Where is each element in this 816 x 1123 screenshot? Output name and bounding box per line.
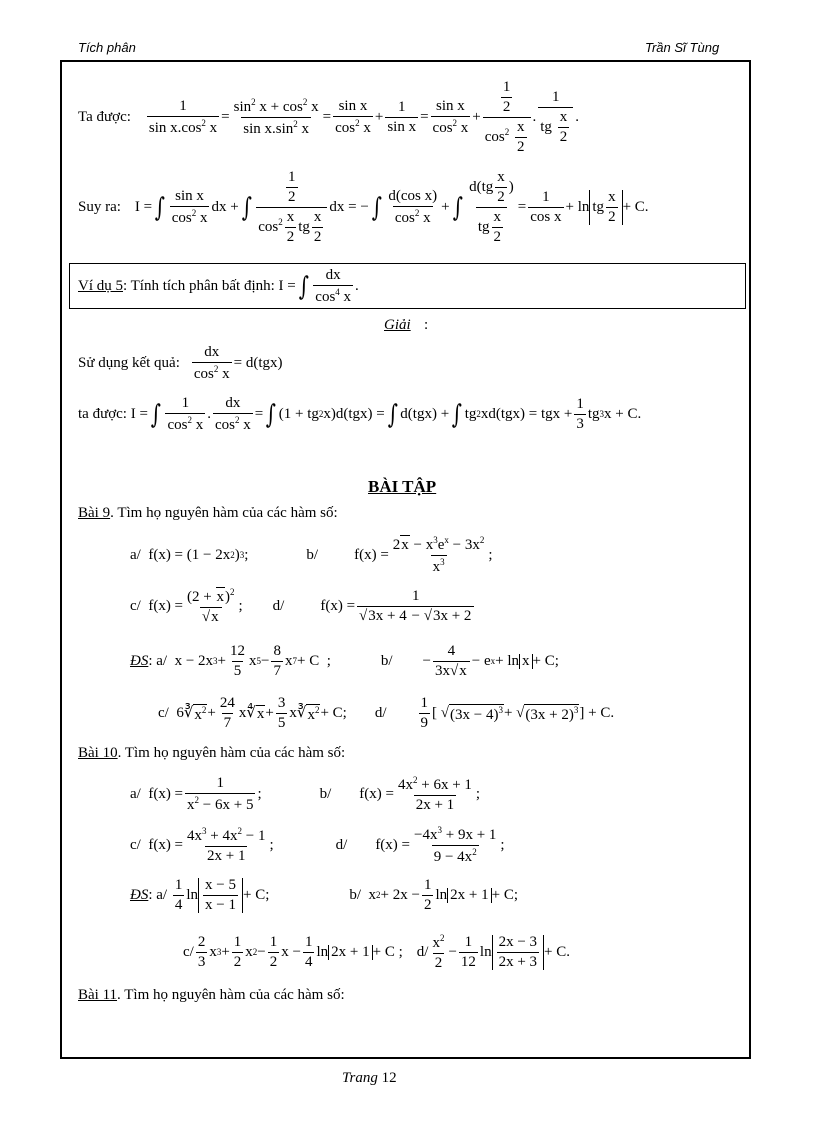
bai9-answer-ab: ĐS : a/ x − 2x 3 + $\frac{12}{5}$ x 5 − $\frac{8}{7}$ x 7 + C ; b/ − $\frac{4}{3x√x}$ − e x + ln x + C; — [130, 643, 559, 679]
we-get-label: ta được: I = — [78, 406, 148, 422]
ta-duoc-label: Ta được: — [78, 109, 131, 125]
page-footer — [342, 1070, 397, 1087]
colon: : — [424, 317, 429, 333]
bai10-ab: a/ f(x) = $\frac{1}{x^2 - 6x + 5}$ ; b/ f(x) = $\frac{4x^2 + 6x + 1}{2x + 1}$ ; — [130, 775, 481, 813]
exercises-title: BÀI TẬP — [368, 477, 437, 496]
bai10-answer-ab: ĐS : a/ $\frac{1}{4}$ ln $\frac{x - 5}{x - 1}$ + C; b/ x 2 + 2x − $\frac{1}{2}$ ln 2x + 1 + C; — [130, 877, 518, 913]
bai10-task: . Tìm họ nguyên hàm của các hàm số: — [117, 745, 346, 761]
example5-line: Ví dụ 5 : Tính tích phân bất định: I = ∫ $\frac{dx}{\cos^4 x}$ . — [78, 267, 359, 305]
formula-frac: $\frac{1}{2}$ $\cos^2$ $\frac{x}{2}$ — [483, 80, 531, 155]
ds-label: ĐS — [130, 653, 149, 669]
formula-frac: $\frac{\sin^2 x + \cos^2 x}{\sin x.\sin^2 x}$ — [233, 97, 319, 137]
bai9-label: Bài 9 — [78, 505, 111, 521]
bai9-answer-cd: c/ 6∛ $x^2$ + $\frac{24}{7}$ x∜ x + $\frac{3}{5}$ x∛ $x^2$ + C; d/ $\frac{1}{9}$ [ √ $(3x - 4)^3$ + √ $(3x + 2)^3$ ] + C. — [158, 695, 615, 731]
integral-line: Suy ra: I = ∫ $\frac{\text{sin x}}{\cos^2 x}$ dx + ∫ $\frac{1}{2}$ $\cos^2$ $\frac{x}{2}$ tg $\frac{x}{2}$ dx = − ∫ $\frac{\text{d(cos x)}}{\cos^2 x}$ + ∫ d(tg $\frac{x}{2}$ ) tg $\frac{x}{2}$ = $\frac{1}{\text{cos x}}$ + ln tg $\frac{x}{2}$ + C. — [78, 169, 649, 245]
bai10-answer-cd: c/ $\frac{2}{3}$ x 3 + $\frac{1}{2}$ x 2 − $\frac{1}{2}$ x − $\frac{1}{4}$ ln 2x + 1 + C ; d/ $\frac{x^2}{2}$ − $\frac{1}{12}$ ln $\frac{2x - 3}{2x + 3}$ + C. — [183, 933, 571, 971]
formula-frac: $\frac{\text{sin x}}{\cos^2 x}$ — [432, 98, 469, 136]
formula-frac: 1 tg $\frac{x}{2}$ — [538, 90, 573, 145]
use-result-line: Sử dụng kết quả: $\frac{dx}{\cos^2 x}$ = d(tgx) — [78, 344, 283, 382]
example5-label: Ví dụ 5 — [78, 278, 123, 294]
solution-title: Giải — [384, 317, 411, 333]
bai11-header — [78, 988, 345, 1003]
ds-label: ĐS — [130, 887, 149, 903]
bai9-task: . Tìm họ nguyên hàm của các hàm số: — [110, 505, 338, 521]
header-right: Trần Sĩ Tùng — [645, 40, 720, 55]
use-result-label: Sử dụng kết quả: — [78, 355, 180, 371]
bai9-header — [78, 506, 338, 521]
bai10-label: Bài 10 — [78, 745, 118, 761]
formula-frac: $\frac{\text{sin x}}{\cos^2 x}$ — [335, 98, 371, 136]
bai11-label: Bài 11 — [78, 987, 118, 1003]
result-line: ta được: I = ∫ $\frac{1}{\cos^2 x}$ . $\frac{dx}{\cos^2 x}$ = ∫ (1 + tg 2 x)d(tgx) = ∫ d(tgx) + ∫ tg 2 xd(tgx) = tgx + $\frac{1}{3}$ tg 3 x + C. — [78, 395, 642, 433]
footer-label: Trang — [342, 1070, 378, 1086]
header-left: Tích phân — [78, 40, 136, 55]
bai9-cd: c/ f(x) = $\frac{(2 + x)^2}{√x}$ ; d/ f(x) = $\frac{1}{√3x + 4 - √3x + 2}$ — [130, 588, 476, 625]
bai11-task: . Tìm họ nguyên hàm của các hàm số: — [117, 987, 345, 1003]
formula-frac: $\frac{1}{\sin x.\cos^2 x}$ — [148, 98, 218, 136]
identity-line: Ta được: $\frac{1}{\sin x.\cos^2 x}$ = $\frac{\sin^2 x + \cos^2 x}{\sin x.\sin^2 x}$ = $\frac{\text{sin x}}{\cos^2 x}$ + $\frac{1}{\text{sin x}}$ = $\frac{\text{sin x}}{\cos^2 x}$ + $\frac{1}{2}$ $\cos^2$ $\frac{x}{2}$ . 1 tg $\frac{x}{2}$ . — [78, 79, 579, 155]
example5-text: : Tính tích phân bất định: I = — [123, 278, 296, 294]
suy-ra-label: Suy ra: — [78, 199, 121, 215]
bai10-cd: c/ f(x) = $\frac{4x^3 + 4x^2 - 1}{2x + 1}$ ; d/ f(x) = $\frac{-4x^3 + 9x + 1}{9 - 4x^2}$ ; — [130, 825, 505, 865]
bai9-ab: a/ f(x) = (1 − 2x 2 ) 3 ; b/ f(x) = $\frac{2x - x^3e^x - 3x^2}{x^3}$ ; — [130, 535, 493, 575]
formula-frac: $\frac{1}{\text{sin x}}$ — [387, 99, 417, 135]
page-number: 12 — [381, 1070, 397, 1086]
bai10-header — [78, 746, 345, 761]
